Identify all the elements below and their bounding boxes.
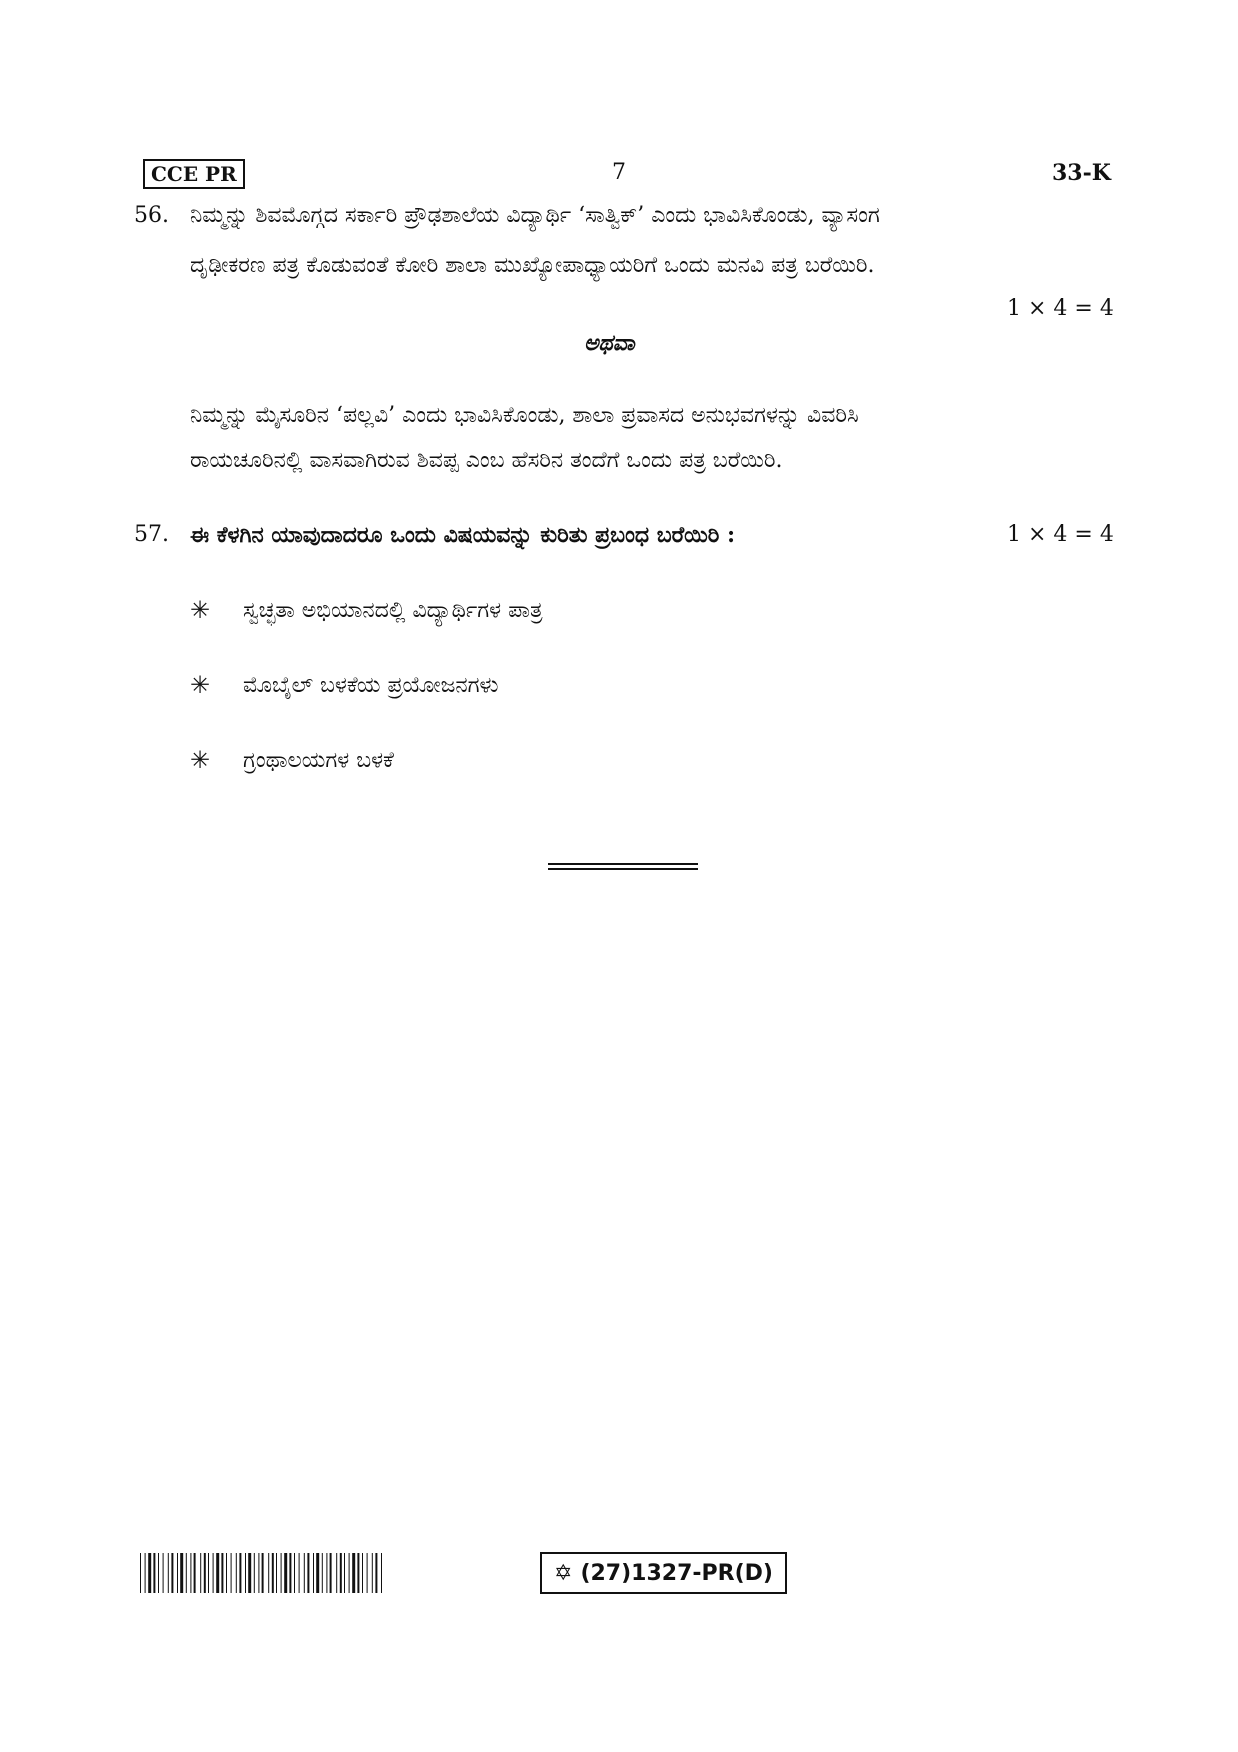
question-57-marks: 1 × 4 = 4	[1007, 522, 1114, 547]
barcode-image	[140, 1553, 384, 1593]
topic-item: ಮೊಬೈಲ್ ಬಳಕೆಯ ಪ್ರಯೋಜನಗಳು	[243, 673, 499, 698]
paper-code: 33-K	[1052, 160, 1111, 186]
series-badge: CCE PR	[143, 159, 245, 189]
question-57-number: 57.	[134, 522, 169, 547]
question-56-alt-line-1: ನಿಮ್ಮನ್ನು ಮೈಸೂರಿನ ‘ಪಲ್ಲವಿ’ ಎಂದು ಭಾವಿಸಿಕೊಂಡು, ಶಾಲಾ ಪ್ರವಾಸದ ಅನುಭವಗಳನ್ನು ವಿವರಿಸಿ	[190, 403, 859, 428]
question-56-number: 56.	[134, 203, 169, 228]
footer-code-box	[540, 1552, 787, 1594]
end-rule	[548, 868, 698, 870]
end-rule	[548, 863, 698, 865]
topic-item: ಸ್ವಚ್ಛತಾ ಅಭಿಯಾನದಲ್ಲಿ ವಿದ್ಯಾರ್ಥಿಗಳ ಪಾತ್ರ	[243, 598, 543, 623]
footer-code: (27)1327-PR(D)	[580, 1560, 773, 1586]
question-56-marks: 1 × 4 = 4	[1007, 296, 1114, 321]
question-56-line-2: ದೃಢೀಕರಣ ಪತ್ರ ಕೊಡುವಂತೆ ಕೋರಿ ಶಾಲಾ ಮುಖ್ಯೋಪಾಧ್ಯಾಯರಿಗೆ ಒಂದು ಮನವಿ ಪತ್ರ ಬರೆಯಿರಿ.	[190, 253, 875, 278]
star-of-david-icon: ✡	[554, 1560, 573, 1586]
page-number: 7	[612, 160, 626, 185]
question-57-prompt: ಈ ಕೆಳಗಿನ ಯಾವುದಾದರೂ ಒಂದು ವಿಷಯವನ್ನು ಕುರಿತು ಪ್ರಬಂಧ ಬರೆಯಿರಿ :	[190, 522, 736, 548]
bullet-icon: ✳	[190, 746, 211, 774]
question-56-line-1: ನಿಮ್ಮನ್ನು ಶಿವಮೊಗ್ಗದ ಸರ್ಕಾರಿ ಪ್ರೌಢಶಾಲೆಯ ವಿದ್ಯಾರ್ಥಿ ‘ಸಾತ್ವಿಕ್’ ಎಂದು ಭಾವಿಸಿಕೊಂಡು, ವ್ಯಾಸಂಗ	[190, 203, 880, 228]
question-56-alt-line-2: ರಾಯಚೂರಿನಲ್ಲಿ ವಾಸವಾಗಿರುವ ಶಿವಪ್ಪ ಎಂಬ ಹೆಸರಿನ ತಂದೆಗೆ ಒಂದು ಪತ್ರ ಬರೆಯಿರಿ.	[190, 448, 783, 473]
bullet-icon: ✳	[190, 596, 211, 624]
or-label: ಅಥವಾ	[584, 330, 635, 356]
bullet-icon: ✳	[190, 671, 211, 699]
topic-item: ಗ್ರಂಥಾಲಯಗಳ ಬಳಕೆ	[243, 748, 394, 773]
